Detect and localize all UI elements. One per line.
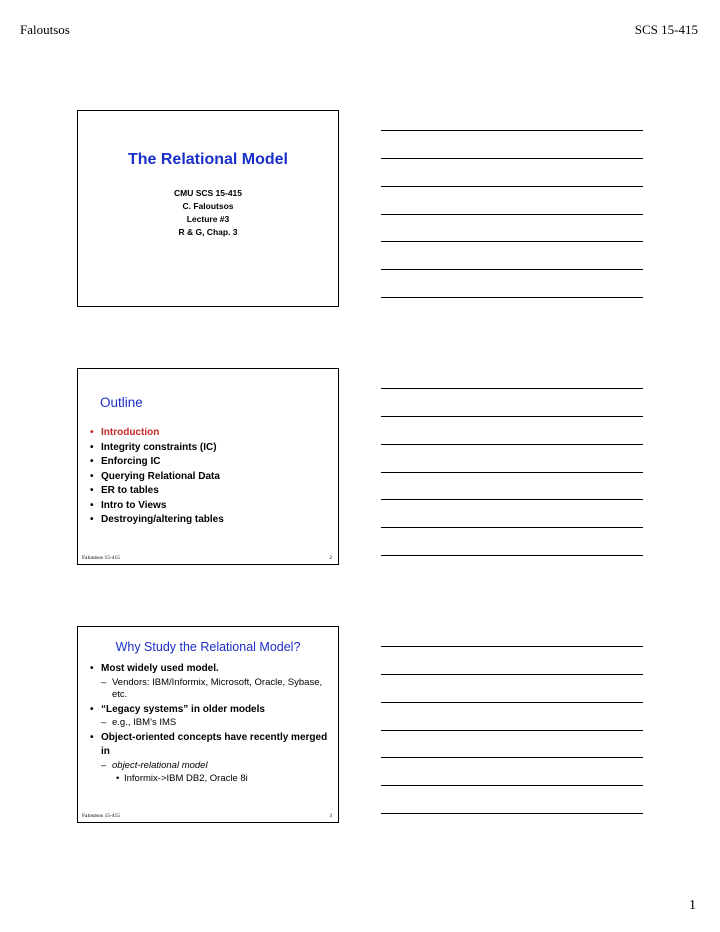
slide-3-number: 3 xyxy=(329,813,332,819)
note-line xyxy=(381,813,643,814)
note-line xyxy=(381,297,643,298)
subtitle-line: Lecture #3 xyxy=(186,214,230,224)
sub-bullet-item: – object-relational model xyxy=(90,760,328,773)
note-line xyxy=(381,730,643,731)
slide-2-footer-left: Faloutsos 15-415 xyxy=(82,555,121,561)
note-line xyxy=(381,499,643,500)
note-line xyxy=(381,757,643,758)
outline-item: • Enforcing IC xyxy=(90,455,328,470)
header-left: Faloutsos xyxy=(20,22,70,37)
slide-3-title: Why Study the Relational Model? xyxy=(115,640,301,654)
note-line xyxy=(381,444,643,445)
outline-item: • Querying Relational Data xyxy=(90,470,328,485)
outline-item: • ER to tables xyxy=(90,484,328,499)
sub-bullet-item: – e.g., IBM’s IMS xyxy=(90,717,328,730)
outline-item: • Integrity constraints (IC) xyxy=(90,441,328,456)
outline-item: • Intro to Views xyxy=(90,499,328,514)
note-line xyxy=(381,416,643,417)
note-line xyxy=(381,388,643,389)
note-line xyxy=(381,472,643,473)
subtitle-line: C. Faloutsos xyxy=(182,201,234,211)
note-line xyxy=(381,186,643,187)
note-line xyxy=(381,241,643,242)
subtitle-line: CMU SCS 15-415 xyxy=(173,188,243,198)
slide-2 xyxy=(77,368,339,565)
note-line xyxy=(381,130,643,131)
note-line xyxy=(381,646,643,647)
slide-2-number: 2 xyxy=(329,555,332,561)
note-line xyxy=(381,555,643,556)
slide-1 xyxy=(77,110,339,307)
sub-sub-bullet-item: • Informix->IBM DB2, Oracle 8i xyxy=(90,772,328,785)
subtitle-line: R & G, Chap. 3 xyxy=(178,227,238,237)
header-right: SCS 15-415 xyxy=(634,22,698,37)
bullet-item: • “Legacy systems” in older models xyxy=(90,703,328,718)
note-line xyxy=(381,674,643,675)
note-line xyxy=(381,527,643,528)
note-line xyxy=(381,702,643,703)
note-line xyxy=(381,158,643,159)
note-line xyxy=(381,214,643,215)
bullet-item: • Most widely used model. xyxy=(90,662,328,677)
note-line xyxy=(381,269,643,270)
reasons-list xyxy=(90,662,328,785)
outline-item: • Introduction xyxy=(90,426,328,441)
slide-3 xyxy=(77,626,339,823)
slide-2-title: Outline xyxy=(100,395,143,410)
slide-3-footer-left: Faloutsos 15-415 xyxy=(82,813,121,819)
bullet-item: • Object-oriented concepts have recently merged in xyxy=(90,731,328,760)
slide-1-title: The Relational Model xyxy=(127,151,288,168)
outline-item: • Destroying/altering tables xyxy=(90,513,328,528)
outline-list xyxy=(90,426,328,528)
sub-bullet-item: – Vendors: IBM/Informix, Microsoft, Oracle, Sybase, etc. xyxy=(90,677,328,702)
note-line xyxy=(381,785,643,786)
slide-1-subtitle xyxy=(78,187,338,239)
page-number: 1 xyxy=(689,898,696,913)
